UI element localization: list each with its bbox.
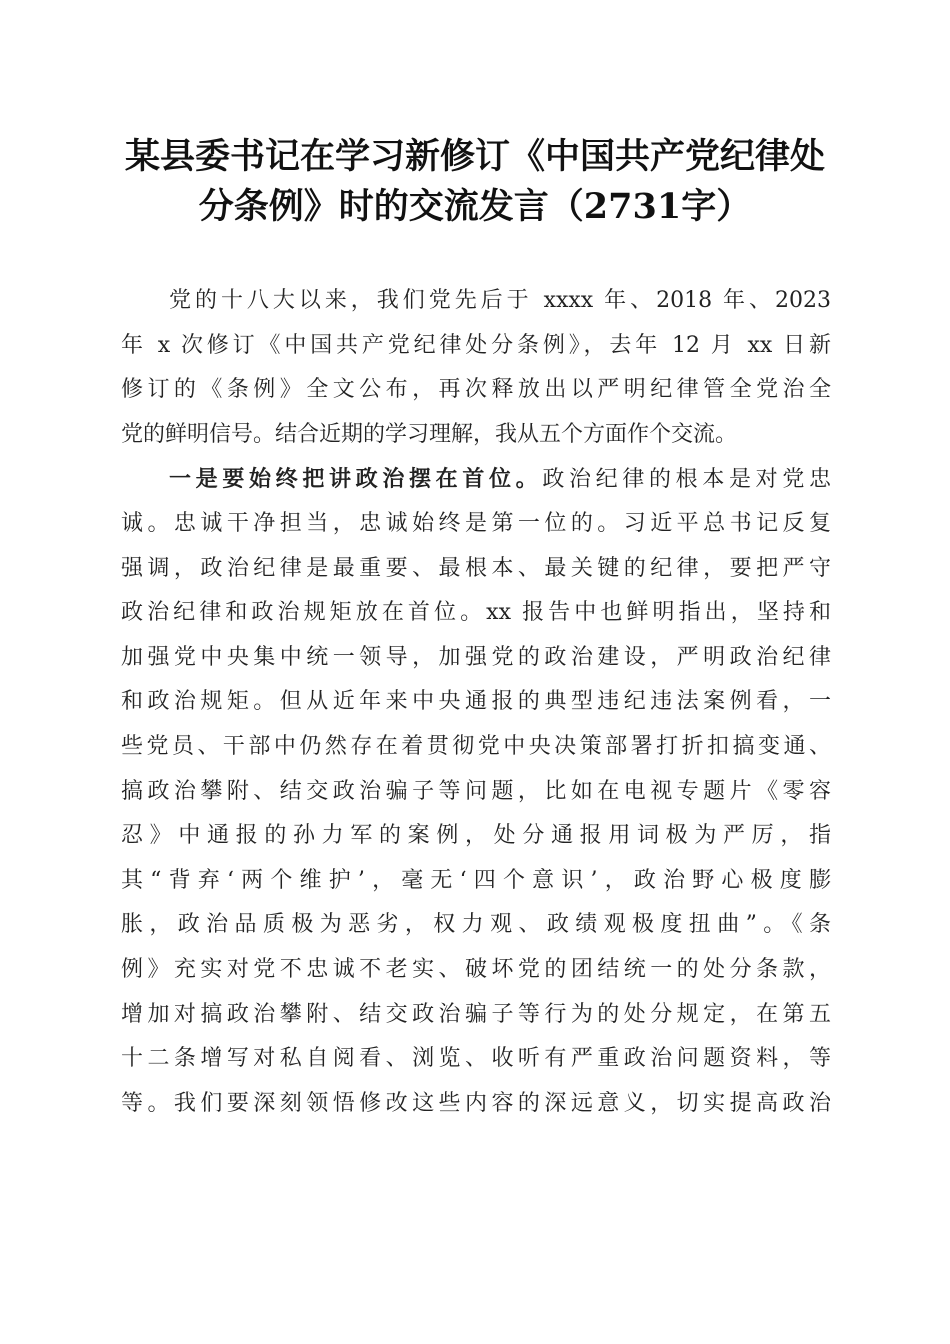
paragraph-line: 诚。忠诚干净担当，忠诚始终是第一位的。习近平总书记反复 [121, 510, 831, 536]
paragraph-lead: 一是要始终把讲政治摆在首位。 [169, 466, 543, 493]
paragraph-line: 其“背弃‘两个维护’，毫无‘四个意识’，政治野心极度膨 [121, 867, 831, 893]
document-title [100, 132, 850, 232]
paragraph-line: 例》充实对党不忠诚不老实、破坏党的团结统一的处分条款， [121, 956, 831, 982]
paragraph-line: 强调，政治纪律是最重要、最根本、最关键的纪律，要把严守 [121, 555, 831, 581]
paragraph-line: 十二条增写对私自阅看、浏览、收听有严重政治问题资料，等 [121, 1046, 831, 1072]
paragraph-line: 增加对搞政治攀附、结交政治骗子等行为的处分规定，在第五 [121, 1001, 831, 1027]
title-line: 某县委书记在学习新修订《中国共产党纪律处 [124, 136, 825, 177]
paragraph-text: 政治纪律的根本是对党忠 [542, 467, 831, 493]
paragraph-line: 些党员、干部中仍然存在着贯彻党中央决策部署打折扣搞变通、 [121, 733, 831, 759]
paragraph-line: 忍》中通报的孙力军的案例，处分通报用词极为严厉，指 [121, 823, 831, 849]
paragraph-line: 修订的《条例》全文公布，再次释放出以严明纪律管全党治全 [121, 377, 831, 403]
paragraph-line: 搞政治攀附、结交政治骗子等问题，比如在电视专题片《零容 [121, 778, 831, 804]
paragraph-line [121, 457, 831, 502]
paragraph-line: 党的十八大以来，我们党先后于 xxxx 年、2018 年、2023 [169, 288, 831, 313]
document-body [121, 279, 831, 1126]
paragraph-line: 胀，政治品质极为恶劣，权力观、政绩观极度扭曲”。《条 [121, 912, 831, 938]
paragraph-line: 年 x 次修订《中国共产党纪律处分条例》，去年 12 月 xx 日新 [121, 332, 831, 358]
paragraph-line: 加强党中央集中统一领导，加强党的政治建设，严明政治纪律 [121, 644, 831, 670]
title-line: 分条例》时的交流发言（2731字） [198, 186, 752, 227]
paragraph-line: 和政治规矩。但从近年来中央通报的典型违纪违法案例看，一 [121, 689, 831, 715]
paragraph-line: 等。我们要深刻领悟修改这些内容的深远意义，切实提高政治 [121, 1090, 831, 1116]
paragraph-line: 党的鲜明信号。结合近期的学习理解，我从五个方面作个交流。 [121, 421, 738, 447]
paragraph-line: 政治纪律和政治规矩放在首位。xx 报告中也鲜明指出，坚持和 [121, 600, 831, 626]
